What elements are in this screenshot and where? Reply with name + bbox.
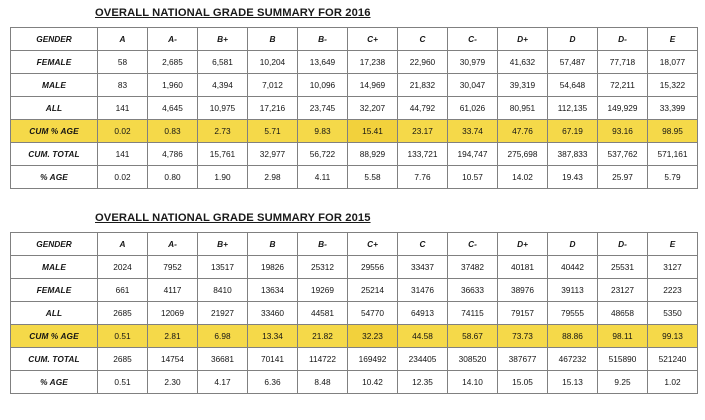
table-cell: 40442 [548, 256, 598, 279]
table-cell: 88,929 [348, 143, 398, 166]
table-cell: 32,207 [348, 97, 398, 120]
grade-summary-block-2016 [0, 0, 705, 189]
table-cell: 21,832 [398, 74, 448, 97]
table-cell: 41,632 [498, 51, 548, 74]
table-cell: 14754 [148, 348, 198, 371]
column-header-b: B+ [198, 28, 248, 51]
column-header-gender: GENDER [11, 233, 98, 256]
table-cell: 8410 [198, 279, 248, 302]
table-cell: 114722 [298, 348, 348, 371]
table-cell: 58.67 [448, 325, 498, 348]
table-cell: 25214 [348, 279, 398, 302]
table-cell: 98.95 [648, 120, 698, 143]
column-header-c: C+ [348, 233, 398, 256]
column-header-b: B [248, 28, 298, 51]
table-row [11, 120, 698, 143]
table-cell: 9.83 [298, 120, 348, 143]
table-cell: 93.16 [598, 120, 648, 143]
table-cell: 15.41 [348, 120, 398, 143]
table-cell: 9.25 [598, 371, 648, 394]
row-label: % AGE [11, 371, 98, 394]
table-cell: 19826 [248, 256, 298, 279]
table-cell: 1.02 [648, 371, 698, 394]
table-title-2016: OVERALL NATIONAL GRADE SUMMARY FOR 2016 [95, 7, 371, 19]
table-cell: 36681 [198, 348, 248, 371]
table-cell: 15.05 [498, 371, 548, 394]
table-cell: 44,792 [398, 97, 448, 120]
table-cell: 7952 [148, 256, 198, 279]
table-cell: 17,216 [248, 97, 298, 120]
table-cell: 4,786 [148, 143, 198, 166]
table-cell: 13634 [248, 279, 298, 302]
table-cell: 133,721 [398, 143, 448, 166]
row-label: ALL [11, 97, 98, 120]
column-header-c: C+ [348, 28, 398, 51]
table-cell: 4,394 [198, 74, 248, 97]
table-cell: 6.98 [198, 325, 248, 348]
table-cell: 10,096 [298, 74, 348, 97]
table-cell: 0.51 [98, 371, 148, 394]
table-cell: 2.73 [198, 120, 248, 143]
table-row [11, 74, 698, 97]
table-row [11, 143, 698, 166]
table-cell: 23,745 [298, 97, 348, 120]
table-cell: 36633 [448, 279, 498, 302]
column-header-a: A [98, 28, 148, 51]
table-cell: 44.58 [398, 325, 448, 348]
table-cell: 32.23 [348, 325, 398, 348]
table-cell: 5.58 [348, 166, 398, 189]
table-cell: 47.76 [498, 120, 548, 143]
row-label: CUM % AGE [11, 120, 98, 143]
row-label: % AGE [11, 166, 98, 189]
column-header-d: D- [598, 28, 648, 51]
table-cell: 77,718 [598, 51, 648, 74]
table-cell: 2685 [98, 302, 148, 325]
row-label: CUM. TOTAL [11, 348, 98, 371]
table-cell: 73.73 [498, 325, 548, 348]
column-header-c: C- [448, 233, 498, 256]
table-cell: 194,747 [448, 143, 498, 166]
table-cell: 98.11 [598, 325, 648, 348]
table-cell: 64913 [398, 302, 448, 325]
row-label: MALE [11, 74, 98, 97]
table-cell: 5.71 [248, 120, 298, 143]
table-cell: 30,047 [448, 74, 498, 97]
table-cell: 2.81 [148, 325, 198, 348]
table-cell: 22,960 [398, 51, 448, 74]
table-cell: 33460 [248, 302, 298, 325]
table-cell: 18,077 [648, 51, 698, 74]
table-cell: 56,722 [298, 143, 348, 166]
table-row [11, 166, 698, 189]
table-cell: 40181 [498, 256, 548, 279]
row-label: MALE [11, 256, 98, 279]
table-cell: 33.74 [448, 120, 498, 143]
table-cell: 25.97 [598, 166, 648, 189]
table-cell: 7,012 [248, 74, 298, 97]
table-cell: 25312 [298, 256, 348, 279]
column-header-d: D [548, 28, 598, 51]
column-header-c: C [398, 28, 448, 51]
table-cell: 10.42 [348, 371, 398, 394]
table-cell: 15,761 [198, 143, 248, 166]
table-cell: 54,648 [548, 74, 598, 97]
table-cell: 54770 [348, 302, 398, 325]
table-cell: 1,960 [148, 74, 198, 97]
row-label: CUM % AGE [11, 325, 98, 348]
column-header-b: B- [298, 28, 348, 51]
table-cell: 57,487 [548, 51, 598, 74]
column-header-a: A- [148, 233, 198, 256]
table-cell: 21927 [198, 302, 248, 325]
column-header-d: D [548, 233, 598, 256]
table-cell: 308520 [448, 348, 498, 371]
column-header-a: A [98, 233, 148, 256]
table-cell: 15.13 [548, 371, 598, 394]
table-cell: 15,322 [648, 74, 698, 97]
table-row [11, 302, 698, 325]
table-row [11, 279, 698, 302]
column-header-gender: GENDER [11, 28, 98, 51]
table-cell: 521240 [648, 348, 698, 371]
table-header-row [11, 28, 698, 51]
table-cell: 88.86 [548, 325, 598, 348]
table-cell: 149,929 [598, 97, 648, 120]
table-cell: 4,645 [148, 97, 198, 120]
table-header-row [11, 233, 698, 256]
table-cell: 2.98 [248, 166, 298, 189]
table-cell: 70141 [248, 348, 298, 371]
table-cell: 10,204 [248, 51, 298, 74]
table-cell: 4117 [148, 279, 198, 302]
row-label: ALL [11, 302, 98, 325]
table-cell: 38976 [498, 279, 548, 302]
table-cell: 10,975 [198, 97, 248, 120]
table-cell: 2024 [98, 256, 148, 279]
table-cell: 6.36 [248, 371, 298, 394]
table-cell: 2,685 [148, 51, 198, 74]
row-label: FEMALE [11, 51, 98, 74]
table-cell: 14,969 [348, 74, 398, 97]
column-header-d: D- [598, 233, 648, 256]
table-cell: 72,211 [598, 74, 648, 97]
table-cell: 275,698 [498, 143, 548, 166]
table-row [11, 51, 698, 74]
table-cell: 234405 [398, 348, 448, 371]
table-cell: 0.02 [98, 166, 148, 189]
table-cell: 83 [98, 74, 148, 97]
table-cell: 44581 [298, 302, 348, 325]
table-cell: 19.43 [548, 166, 598, 189]
table-cell: 61,026 [448, 97, 498, 120]
table-cell: 2685 [98, 348, 148, 371]
row-label: FEMALE [11, 279, 98, 302]
table-cell: 14.02 [498, 166, 548, 189]
table-cell: 21.82 [298, 325, 348, 348]
table-cell: 6,581 [198, 51, 248, 74]
table-title-2015: OVERALL NATIONAL GRADE SUMMARY FOR 2015 [95, 212, 371, 224]
table-cell: 0.80 [148, 166, 198, 189]
grade-summary-table-2016 [10, 27, 698, 189]
column-header-e: E [648, 28, 698, 51]
table-row [11, 256, 698, 279]
table-cell: 141 [98, 97, 148, 120]
table-cell: 3127 [648, 256, 698, 279]
table-cell: 74115 [448, 302, 498, 325]
table-cell: 7.76 [398, 166, 448, 189]
row-label: CUM. TOTAL [11, 143, 98, 166]
table-cell: 17,238 [348, 51, 398, 74]
table-cell: 2.30 [148, 371, 198, 394]
table-cell: 13.34 [248, 325, 298, 348]
table-cell: 33,399 [648, 97, 698, 120]
table-cell: 23127 [598, 279, 648, 302]
table-cell: 4.11 [298, 166, 348, 189]
table-cell: 5.79 [648, 166, 698, 189]
column-header-b: B [248, 233, 298, 256]
table-cell: 79157 [498, 302, 548, 325]
column-header-b: B+ [198, 233, 248, 256]
table-cell: 13517 [198, 256, 248, 279]
table-cell: 67.19 [548, 120, 598, 143]
table-cell: 30,979 [448, 51, 498, 74]
table-cell: 12.35 [398, 371, 448, 394]
table-cell: 29556 [348, 256, 398, 279]
grade-summary-table-2015 [10, 232, 698, 394]
table-cell: 48658 [598, 302, 648, 325]
table-cell: 141 [98, 143, 148, 166]
table-cell: 387,833 [548, 143, 598, 166]
table-cell: 58 [98, 51, 148, 74]
table-cell: 99.13 [648, 325, 698, 348]
table-cell: 0.83 [148, 120, 198, 143]
table-cell: 79555 [548, 302, 598, 325]
table-cell: 32,977 [248, 143, 298, 166]
table-row [11, 348, 698, 371]
table-cell: 467232 [548, 348, 598, 371]
table-cell: 23.17 [398, 120, 448, 143]
grade-summary-block-2015 [0, 205, 705, 394]
table-row [11, 371, 698, 394]
table-cell: 169492 [348, 348, 398, 371]
column-header-c: C [398, 233, 448, 256]
table-cell: 12069 [148, 302, 198, 325]
table-cell: 537,762 [598, 143, 648, 166]
table-cell: 80,951 [498, 97, 548, 120]
table-cell: 5350 [648, 302, 698, 325]
table-cell: 0.02 [98, 120, 148, 143]
table-cell: 13,649 [298, 51, 348, 74]
table-cell: 571,161 [648, 143, 698, 166]
table-cell: 25531 [598, 256, 648, 279]
table-cell: 0.51 [98, 325, 148, 348]
table-cell: 10.57 [448, 166, 498, 189]
table-cell: 112,135 [548, 97, 598, 120]
table-cell: 8.48 [298, 371, 348, 394]
table-cell: 31476 [398, 279, 448, 302]
table-cell: 37482 [448, 256, 498, 279]
table-cell: 4.17 [198, 371, 248, 394]
column-header-a: A- [148, 28, 198, 51]
column-header-d: D+ [498, 28, 548, 51]
table-cell: 387677 [498, 348, 548, 371]
column-header-c: C- [448, 28, 498, 51]
table-row [11, 97, 698, 120]
column-header-b: B- [298, 233, 348, 256]
table-cell: 19269 [298, 279, 348, 302]
table-cell: 33437 [398, 256, 448, 279]
table-cell: 2223 [648, 279, 698, 302]
table-row [11, 325, 698, 348]
column-header-e: E [648, 233, 698, 256]
table-cell: 39,319 [498, 74, 548, 97]
table-cell: 39113 [548, 279, 598, 302]
table-cell: 1.90 [198, 166, 248, 189]
table-cell: 14.10 [448, 371, 498, 394]
table-cell: 515890 [598, 348, 648, 371]
table-cell: 661 [98, 279, 148, 302]
column-header-d: D+ [498, 233, 548, 256]
